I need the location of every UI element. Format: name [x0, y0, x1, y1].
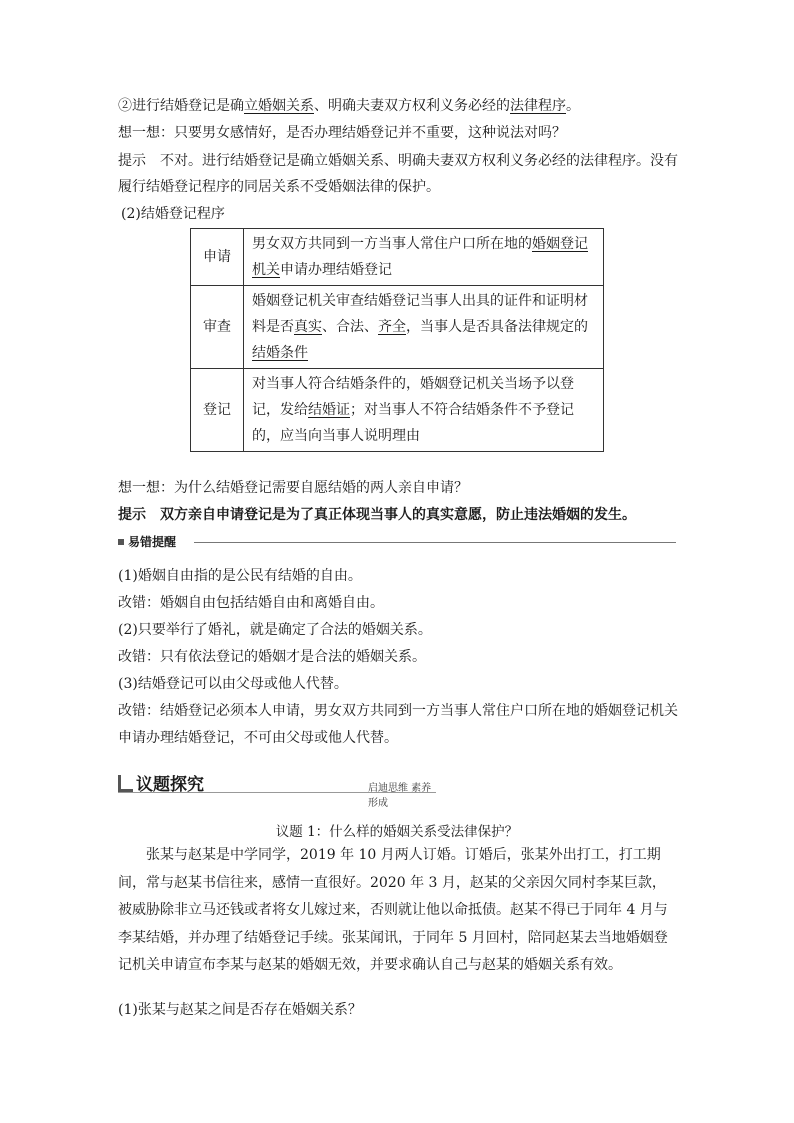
topic-section-subtitle: 启迪思维 素养形成: [368, 783, 432, 809]
case-question-1: (1)张某与赵某之间是否存在婚姻关系？: [118, 1002, 362, 1018]
error-item-2: (2)只要举行了婚礼，就是确定了合法的婚姻关系。: [118, 622, 432, 638]
table-key: 登记: [191, 369, 244, 452]
topic-section-header: [118, 770, 436, 809]
hint-answer-2: 提示 双方亲自申请登记是为了真正体现当事人的真实意愿，防止违法婚姻的发生。: [118, 507, 636, 523]
error-section-header: [118, 536, 676, 550]
table-key: 申请: [191, 229, 244, 286]
error-fix-2: 改错：只有依法登记的婚姻才是合法的婚姻关系。: [118, 649, 426, 665]
procedure-table: [190, 228, 604, 452]
topic-section-title: 议题探究: [136, 775, 204, 795]
divider: [194, 542, 676, 543]
error-item-1: (1)婚姻自由指的是公民有结婚的自由。: [118, 568, 362, 584]
table-key: 审查: [191, 286, 244, 369]
error-fix-3: 改错：结婚登记必须本人申请，男女双方共同到一方当事人常住户口所在地的婚姻登记机关: [118, 703, 678, 719]
table-value: 对当事人符合结婚条件的，婚姻登记机关当场予以登记，发给结婚证；对当事人不符合结婚条件不予登记的，应当向当事人说明理由: [244, 369, 604, 452]
table-row: [191, 286, 604, 369]
case-title: 议题 1：什么样的婚姻关系受法律保护？: [275, 824, 519, 840]
table-row: [191, 229, 604, 286]
intro-line-1: ②进行结婚登记是确立婚姻关系、明确夫妻双方权利义务必经的法律程序。: [118, 98, 580, 114]
underlined-term: 法律程序: [510, 98, 566, 114]
table-value: 男女双方共同到一方当事人常住户口所在地的婚姻登记机关申请办理结婚登记: [244, 229, 604, 286]
hint-answer-1: 提示 不对。进行结婚登记是确立婚姻关系、明确夫妻双方权利义务必经的法律程序。没有: [118, 153, 678, 169]
hint-label: 提示: [118, 507, 146, 523]
think-question-2: 想一想：为什么结婚登记需要自愿结婚的两人亲自申请？: [118, 480, 468, 496]
corner-bracket-icon: [118, 775, 133, 792]
sub-heading: (2)结婚登记程序: [121, 206, 225, 222]
error-section-title: 易错提醒: [128, 535, 177, 549]
think-question-1: 想一想：只要男女感情好，是否办理结婚登记并不重要，这种说法对吗？: [118, 125, 566, 141]
table-row: [191, 369, 604, 452]
table-value: 婚姻登记机关审查结婚登记当事人出具的证件和证明材料是否真实、合法、齐全，当事人是否具备法律规定的结婚条件: [244, 286, 604, 369]
case-paragraph: 张某与赵某是中学同学，2019 年 10 月两人订婚。订婚后，张某外出打工，打工期间，常与赵某书信往来，感情一直很好。2020 年 3 月，赵某的父亲因欠同村李某巨款，被威胁除非立马还钱或者将女儿嫁过来，否则就让他以命抵债。赵某不得已于同年 4 月与李某结婚，并办理了结婚登记手续。张某闻讯，于同年 5 月回村，陪同赵某去当地婚姻登记机关申请宣布李某与赵某的婚姻无效，并要求确认自己与赵某的婚姻关系有效。: [118, 847, 668, 973]
hint-label: 提示: [118, 153, 146, 169]
underlined-term: 立婚姻关系: [244, 98, 314, 114]
error-fix-3-cont: 申请办理结婚登记，不可由父母或他人代替。: [118, 730, 398, 746]
square-bullet-icon: [118, 539, 124, 545]
hint-answer-1-cont: 履行结婚登记程序的同居关系不受婚姻法律的保护。: [118, 179, 440, 195]
error-item-3: (3)结婚登记可以由父母或他人代替。: [118, 676, 348, 692]
error-fix-1: 改错：婚姻自由包括结婚自由和离婚自由。: [118, 595, 384, 611]
divider: [118, 792, 436, 793]
